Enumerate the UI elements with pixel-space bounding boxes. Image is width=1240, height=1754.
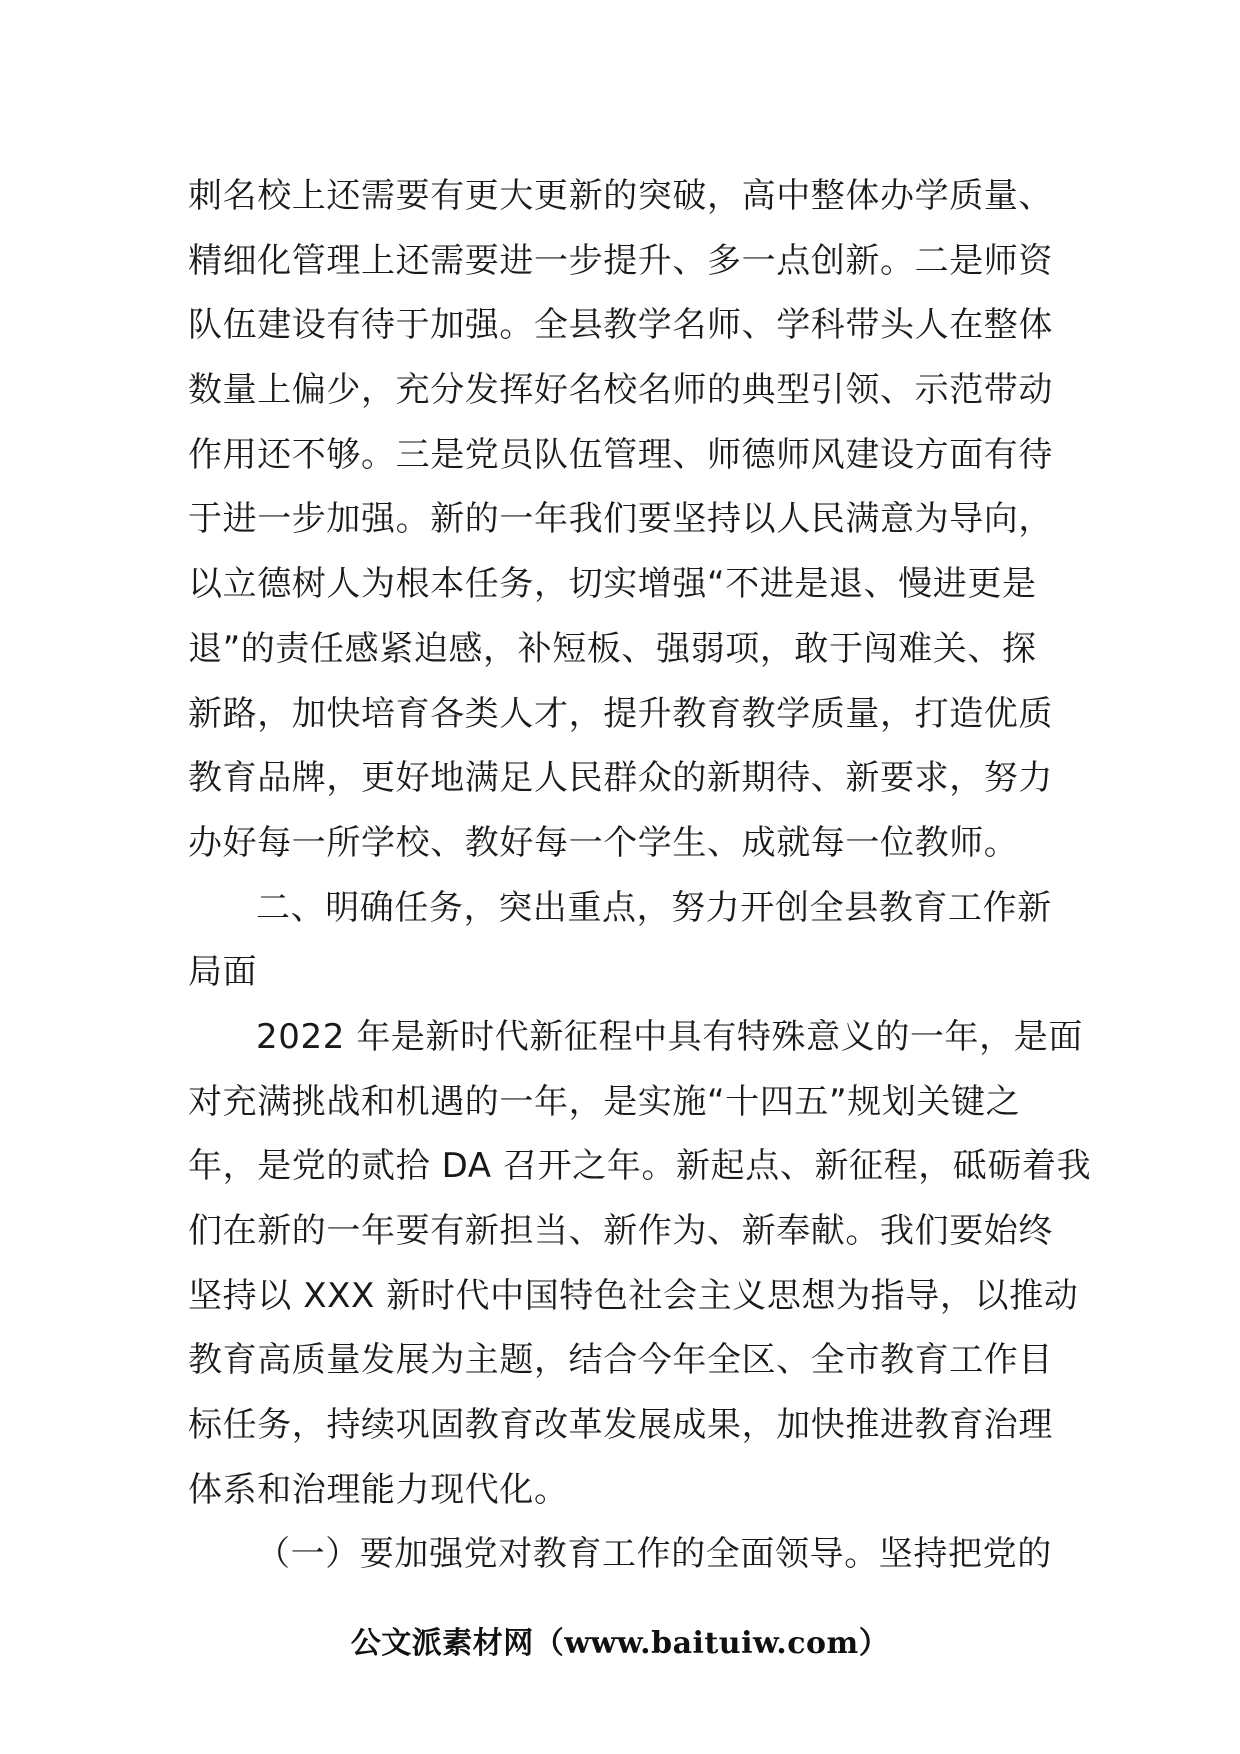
footer-watermark: 公文派素材网（www.baituiw.com） xyxy=(350,1626,890,1661)
body-text xyxy=(188,164,1092,1587)
text-line: 以立德树人为根本任务，切实增强“不进是退、慢进更是 xyxy=(188,564,1037,605)
text-line: 于进一步加强。新的一年我们要坚持以人民满意为导向， xyxy=(188,499,1053,540)
text-line: 队伍建设有待于加强。全县教学名师、学科带头人在整体 xyxy=(188,305,1053,346)
text-line: 新路，加快培育各类人才，提升教育教学质量，打造优质 xyxy=(188,693,1053,734)
text-line: 年，是党的贰拾 DA 召开之年。新起点、新征程，砥砺着我 xyxy=(188,1146,1092,1187)
paragraph-start-line: 2022 年是新时代新征程中具有特殊意义的一年，是面 xyxy=(256,1016,1083,1057)
section-heading-line: 局面 xyxy=(188,952,258,993)
text-line: 刺名校上还需要有更大更新的突破，高中整体办学质量、 xyxy=(188,176,1053,216)
text-line: 精细化管理上还需要进一步提升、多一点创新。二是师资 xyxy=(188,240,1053,281)
paragraph-start-line: （一）要加强党对教育工作的全面领导。坚持把党的 xyxy=(256,1534,1052,1575)
text-line: 教育品牌，更好地满足人民群众的新期待、新要求，努力 xyxy=(188,758,1053,799)
text-line: 退”的责任感紧迫感，补短板、强弱项，敢于闯难关、探 xyxy=(188,628,1037,669)
text-line: 标任务，持续巩固教育改革发展成果，加快推进教育治理 xyxy=(188,1405,1053,1446)
text-line: 坚持以 XXX 新时代中国特色社会主义思想为指导，以推动 xyxy=(188,1275,1079,1316)
text-line: 作用还不够。三是党员队伍管理、师德师风建设方面有待 xyxy=(188,434,1053,475)
section-heading-line: 二、明确任务，突出重点，努力开创全县教育工作新 xyxy=(256,887,1052,928)
text-line: 对充满挑战和机遇的一年，是实施“十四五”规划关键之 xyxy=(188,1081,1021,1122)
text-line: 体系和治理能力现代化。 xyxy=(188,1469,569,1510)
text-line: 们在新的一年要有新担当、新作为、新奉献。我们要始终 xyxy=(188,1211,1053,1251)
text-line: 数量上偏少，充分发挥好名校名师的典型引领、示范带动 xyxy=(188,370,1053,411)
text-line: 教育高质量发展为主题，结合今年全区、全市教育工作目 xyxy=(188,1340,1053,1381)
text-line: 办好每一所学校、教好每一个学生、成就每一位教师。 xyxy=(188,822,1019,863)
